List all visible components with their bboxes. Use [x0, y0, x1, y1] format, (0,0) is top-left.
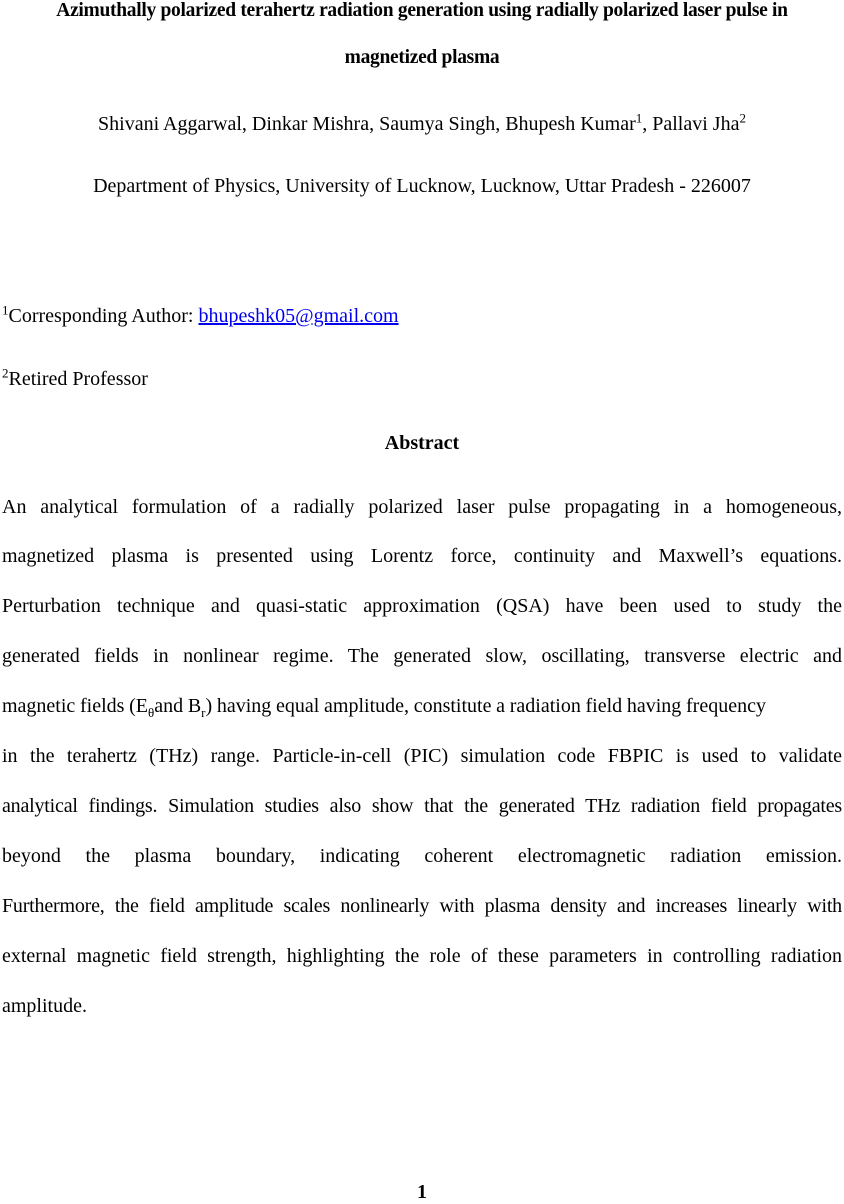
- email-link[interactable]: bhupeshk05@gmail.com: [198, 305, 399, 327]
- author-list: [0, 112, 844, 136]
- abstract-line: Perturbation technique and quasi-static approximation (QSA) have been used to study the: [2, 595, 842, 617]
- author-footnote-2: 2: [739, 110, 746, 126]
- subscript-theta: θ: [148, 705, 155, 720]
- abstract-line: generated fields in nonlinear regime. The generated slow, oscillating, transverse electric and: [2, 645, 842, 667]
- retired-note: [2, 367, 844, 391]
- abstract-text: ) having equal amplitude, constitute a radiation field having frequency: [205, 695, 766, 717]
- abstract-text: magnetic fields (E: [2, 695, 149, 717]
- abstract-line: Furthermore, the field amplitude scales nonlinearly with plasma density and increases linearly with: [2, 895, 842, 917]
- subscript-r: r: [201, 705, 206, 720]
- abstract-line: magnetized plasma is presented using Lorentz force, continuity and Maxwell’s equations.: [2, 545, 842, 567]
- abstract-text: and B: [154, 695, 202, 717]
- abstract-line: analytical findings. Simulation studies also show that the generated THz radiation field propagates: [2, 795, 842, 817]
- affiliation: Department of Physics, University of Lucknow, Lucknow, Uttar Pradesh - 226007: [93, 175, 751, 197]
- abstract-line: [2, 694, 842, 718]
- retired-label: Retired Professor: [8, 368, 148, 390]
- paper-title-line-2: magnetized plasma: [344, 47, 500, 68]
- footnote-marker-1: 1: [2, 302, 9, 318]
- abstract-line: An analytical formulation of a radially polarized laser pulse propagating in a homogeneous,: [2, 496, 842, 518]
- page-number: 1: [417, 1181, 427, 1203]
- author-footnote-1: 1: [635, 110, 643, 126]
- author-names: Shivani Aggarwal, Dinkar Mishra, Saumya Singh, Bhupesh Kumar: [98, 113, 636, 135]
- footnote-marker-2: 2: [2, 365, 9, 381]
- abstract-line: in the terahertz (THz) range. Particle-in-cell (PIC) simulation code FBPIC is used to validate: [2, 745, 842, 767]
- paper-title-line-1: Azimuthally polarized terahertz radiation generation using radially polarized laser pulse in: [56, 0, 788, 21]
- abstract-line: external magnetic field strength, highlighting the role of these parameters in controlling radiation: [2, 945, 842, 967]
- abstract-heading: Abstract: [384, 432, 460, 454]
- corresponding-author: [2, 304, 844, 328]
- author-names-2: , Pallavi Jha: [642, 113, 740, 135]
- abstract-line: amplitude.: [2, 995, 87, 1017]
- corresponding-label: Corresponding Author:: [8, 305, 199, 327]
- abstract-line: beyond the plasma boundary, indicating coherent electromagnetic radiation emission.: [2, 845, 842, 867]
